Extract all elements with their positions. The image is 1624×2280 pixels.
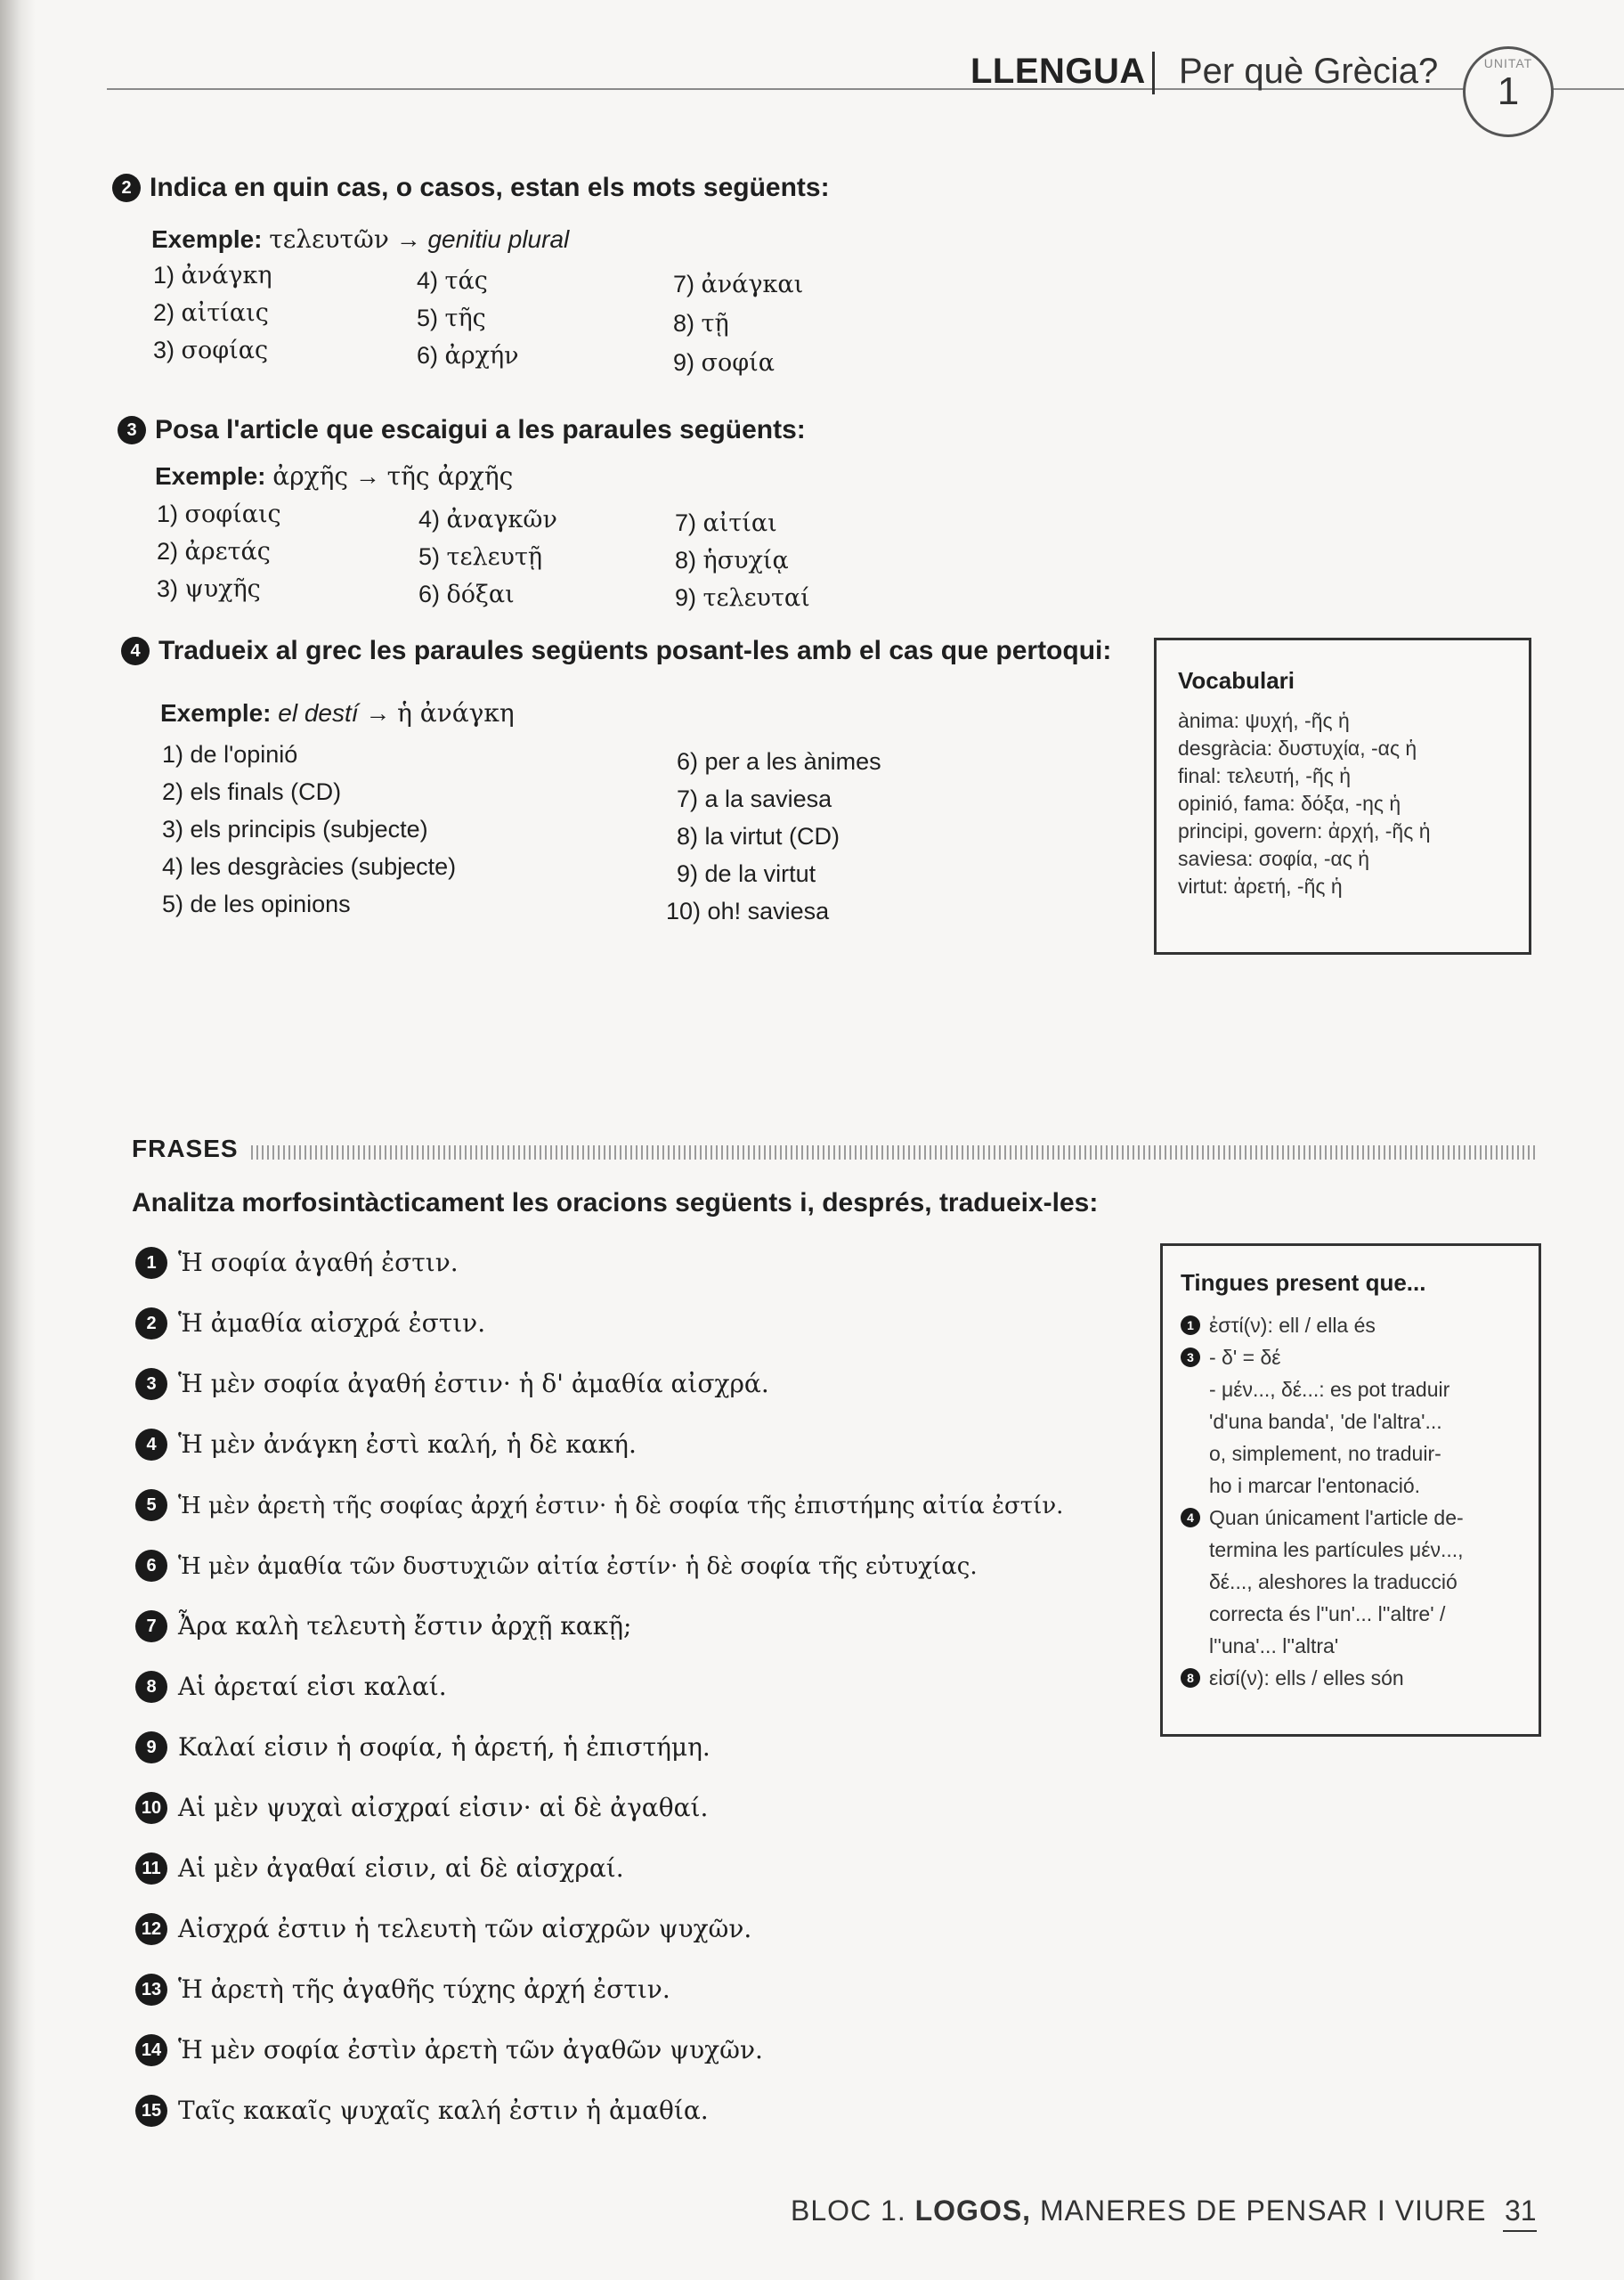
list-item: 6) δόξαι — [418, 581, 515, 608]
tip-number-badge: 4 — [1181, 1508, 1200, 1527]
header-section: LLENGUA — [970, 52, 1146, 91]
list-item: 7) ἀνάγκαι — [673, 271, 804, 298]
sentence-item: 15 Ταῖς κακαῖς ψυχαῖς καλή ἐστιν ἡ ἀμαθία. — [135, 2095, 709, 2127]
frases-instruction: Analitza morfosintàcticament les oracions següents i, després, tradueix-les: — [132, 1188, 1099, 1217]
sentence-item: 5 Ἡ μὲν ἀρετὴ τῆς σοφίας ἀρχή ἐστιν· ἡ δὲ σοφία τῆς ἐπιστήμης αἰτία ἐστίν. — [135, 1489, 1063, 1521]
exercise-instruction: Posa l'article que escaigui a les paraules següents: — [155, 415, 806, 444]
list-item: 7) a la saviesa — [677, 786, 832, 812]
vocabulary-entry: ànima: ψυχή, -ῆς ἡ — [1178, 709, 1350, 732]
footer-title — [791, 2194, 1487, 2227]
exercise-number-badge: 3 — [118, 416, 146, 444]
vocabulary-entry: saviesa: σοφία, -ας ἡ — [1178, 847, 1370, 870]
example-word: ἀρχῆς — [272, 461, 349, 491]
tip-item: 8 εἰσί(ν): ells / elles són — [1181, 1662, 1521, 1694]
example-answer: ἡ ἀνάγκη — [397, 698, 515, 728]
tip-number-badge: 8 — [1181, 1668, 1200, 1688]
list-item: 8) la virtut (CD) — [677, 823, 840, 850]
sentence-item: 2 Ἡ ἀμαθία αἰσχρά ἐστιν. — [135, 1307, 485, 1340]
exercise-4-example — [160, 698, 515, 728]
unit-label: UNITAT — [1483, 56, 1533, 70]
list-item: 1) ἀνάγκη — [153, 262, 272, 289]
list-item: 8) ἡσυχίᾳ — [675, 547, 789, 574]
list-item: 3) ψυχῆς — [157, 575, 261, 603]
vocabulary-entry: opinió, fama: δόξα, -ης ἡ — [1178, 792, 1401, 815]
list-item: 3) els principis (subjecte) — [162, 816, 428, 843]
unit-badge — [1463, 46, 1554, 137]
list-item: 5) τῆς — [417, 305, 486, 332]
tip-item: 3 - δ' = δέ - μέν..., δέ...: es pot traduir 'd'una banda', 'de l'altra'... o, simplement, no traduir- ho i marcar l'entonació. — [1181, 1341, 1521, 1502]
example-label: Exemple: — [155, 462, 266, 490]
tip-title: Tingues present que... — [1181, 1269, 1426, 1296]
exercise-number-badge: 4 — [121, 637, 150, 665]
tip-number-badge: 1 — [1181, 1315, 1200, 1335]
vocabulary-entry: principi, govern: ἀρχή, -ῆς ἡ — [1178, 819, 1431, 843]
example-answer: τῆς ἀρχῆς — [386, 461, 514, 491]
tip-box — [1160, 1243, 1541, 1737]
list-item: 6) ἀρχήν — [417, 342, 519, 370]
tip-item: 1 ἐστί(ν): ell / ella és — [1181, 1309, 1521, 1341]
list-item: 4) τάς — [417, 267, 488, 295]
list-item: 4) ἀναγκῶν — [418, 506, 557, 533]
list-item: 2) ἀρετάς — [157, 538, 271, 566]
vocabulary-entry: virtut: ἀρετή, -ῆς ἡ — [1178, 875, 1343, 898]
list-item: 9) de la virtut — [677, 860, 816, 887]
exercise-2-title — [112, 173, 830, 203]
sentence-item: 14 Ἡ μὲν σοφία ἐστὶν ἀρετὴ τῶν ἀγαθῶν ψυχῶν. — [135, 2034, 763, 2066]
frases-dotted-rule — [251, 1145, 1535, 1160]
list-item: 5) de les opinions — [162, 891, 351, 917]
example-answer: genitiu plural — [427, 225, 570, 253]
vocabulary-entry: desgràcia: δυστυχία, -ας ἡ — [1178, 737, 1417, 760]
example-label: Exemple: — [160, 699, 272, 727]
exercise-3-example — [155, 461, 513, 491]
sentence-item: 1 Ἡ σοφία ἀγαθή ἐστιν. — [135, 1247, 459, 1279]
header-subtitle: Per què Grècia? — [1179, 52, 1439, 91]
tip-number-badge: 3 — [1181, 1348, 1200, 1367]
sentence-item: 8 Αἱ ἀρεταί εἰσι καλαί. — [135, 1671, 447, 1703]
vocabulary-entry: final: τελευτή, -ῆς ἡ — [1178, 764, 1352, 787]
example-label: Exemple: — [151, 225, 263, 253]
arrow-icon: → — [365, 699, 391, 727]
arrow-icon: → — [354, 462, 380, 490]
vocabulary-title: Vocabulari — [1178, 667, 1295, 694]
vocabulary-box — [1154, 638, 1531, 955]
footer-rest: MANERES DE PENSAR I VIURE — [1039, 2194, 1487, 2227]
sentence-item: 11 Αἱ μὲν ἀγαθαί εἰσιν, αἱ δὲ αἰσχραί. — [135, 1852, 624, 1885]
list-item: 3) σοφίας — [153, 337, 269, 364]
sentence-item: 9 Καλαί εἰσιν ἡ σοφία, ἡ ἀρετή, ἡ ἐπιστήμη. — [135, 1731, 710, 1763]
exercise-instruction: Indica en quin cas, o casos, estan els mots següents: — [150, 173, 830, 202]
exercise-3-title — [118, 415, 806, 445]
sentence-item: 7 Ἆρα καλὴ τελευτὴ ἔστιν ἀρχῇ κακῇ; — [135, 1610, 631, 1642]
header-separator — [1152, 52, 1155, 94]
list-item: 9) τελευταί — [675, 584, 810, 612]
list-item: 1) σοφίαις — [157, 501, 281, 528]
sentence-item: 13 Ἡ ἀρετὴ τῆς ἀγαθῆς τύχης ἀρχή ἐστιν. — [135, 1974, 670, 2006]
list-item: 9) σοφία — [673, 349, 775, 377]
list-item: 4) les desgràcies (subjecte) — [162, 853, 457, 880]
list-item: 5) τελευτῇ — [418, 543, 543, 571]
page-number-underline — [1503, 2230, 1537, 2232]
list-item: 6) per a les ànimes — [677, 748, 881, 775]
footer-bold-word: LOGOS, — [914, 2194, 1032, 2227]
sentence-item: 10 Αἱ μὲν ψυχαὶ αἰσχραί εἰσιν· αἱ δὲ ἀγαθαί. — [135, 1792, 708, 1824]
list-item: 7) αἰτίαι — [675, 509, 777, 537]
list-item: 2) els finals (CD) — [162, 778, 342, 805]
sentence-item: 4 Ἡ μὲν ἀνάγκη ἐστὶ καλή, ἡ δὲ κακή. — [135, 1429, 637, 1461]
sentence-item: 12 Αἰσχρά ἐστιν ἡ τελευτὴ τῶν αἰσχρῶν ψυχῶν. — [135, 1913, 751, 1945]
sentence-item: 6 Ἡ μὲν ἀμαθία τῶν δυστυχιῶν αἰτία ἐστίν· ἡ δὲ σοφία τῆς εὐτυχίας. — [135, 1550, 978, 1582]
frases-heading: FRASES — [132, 1135, 239, 1162]
exercise-instruction: Tradueix al grec les paraules següents posant-les amb el cas que pertoqui: — [158, 636, 1112, 665]
exercise-4-title — [121, 636, 1111, 666]
footer-bloc: BLOC 1. — [791, 2194, 906, 2227]
tip-item: 4 Quan únicament l'article de- termina les partícules μέν..., δέ..., aleshores la traducció correcta és l''un'... l''altre' / l''una'... l''altra' — [1181, 1502, 1521, 1662]
unit-number: 1 — [1497, 69, 1520, 113]
example-word: τελευτῶν — [269, 224, 389, 254]
list-item: 1) de l'opinió — [162, 741, 298, 768]
page-edge-shadow — [0, 0, 36, 2280]
exercise-2-example — [151, 224, 569, 254]
list-item: 8) τῇ — [673, 310, 729, 338]
sentence-item: 3 Ἡ μὲν σοφία ἀγαθή ἐστιν· ἡ δ' ἀμαθία αἰσχρά. — [135, 1368, 769, 1400]
exercise-number-badge: 2 — [112, 174, 141, 202]
arrow-icon: → — [395, 225, 421, 253]
list-item: 2) αἰτίαις — [153, 299, 269, 327]
page-number: 31 — [1505, 2194, 1537, 2227]
list-item: 10) oh! saviesa — [666, 898, 830, 924]
example-word: el destí — [278, 699, 359, 727]
